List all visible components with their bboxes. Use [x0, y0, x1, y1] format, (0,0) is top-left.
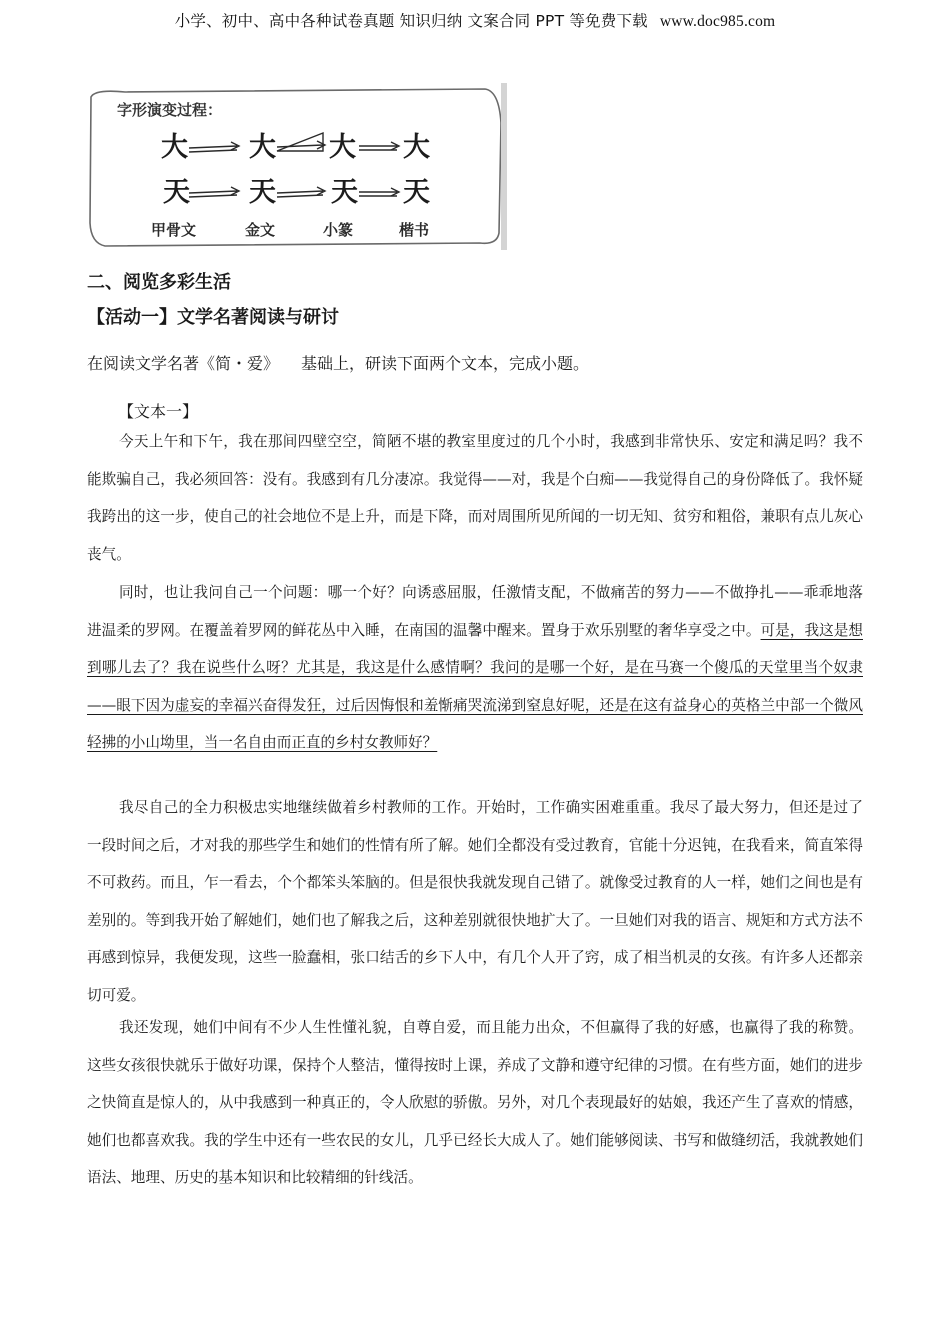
label-bronze: 金文 [245, 221, 276, 239]
paragraph-2-plain: 同时，也让我问自己一个问题：哪一个好？向诱惑屈服，任激情支配，不做痛苦的努力——不做挣扎——乖乖地落进温柔的罗网。在覆盖着罗网的鲜花丛中入睡，在南国的温馨中醒来。置身于欢乐别墅的奢华享受之中。 [87, 584, 863, 639]
glyph-row1-seal: 大 [329, 132, 356, 163]
activity-title: 【活动一】文学名著阅读与研讨 [87, 307, 339, 328]
header-text: 小学、初中、高中各种试卷真题 知识归纳 文案合同 PPT 等免费下载 [174, 12, 648, 30]
figure-title: 字形演变过程： [117, 101, 223, 119]
glyph-row2-regular: 天 [403, 177, 430, 208]
glyph-row1-bronze: 大 [249, 132, 276, 163]
section-title: 二、阅览多彩生活 [87, 272, 231, 293]
label-small-seal: 小篆 [323, 221, 354, 239]
paragraph-1: 今天上午和下午，我在那间四壁空空，简陋不堪的教室里度过的几个小时，我感到非常快乐、安定和满足吗？我不能欺骗自己，我必须回答：没有。我感到有几分凄凉。我觉得——对，我是个白痴——我觉得自己的身份降低了。我怀疑我跨出的这一步，使自己的社会地位不是上升，而是下降，而对周围所见所闻的一切无知、贫穷和粗俗，兼职有点儿灰心丧气。 [87, 433, 863, 563]
page-header [0, 9, 950, 31]
character-evolution-figure [85, 83, 507, 250]
paragraph-3: 我尽自己的全力积极忠实地继续做着乡村教师的工作。开始时，工作确实困难重重。我尽了最大努力，但还是过了一段时间之后，才对我的那些学生和她们的性情有所了解。她们全都没有受过教育，官能十分迟钝，在我看来，简直笨得不可救药。而且，乍一看去，个个都笨头笨脑的。但是很快我就发现自己错了。就像受过教育的人一样，她们之间也是有差别的。等到我开始了解她们，她们也了解我之后，这种差别就很快地扩大了。一旦她们对我的语言、规矩和方式方法不再感到惊异，我便发现，这些一脸蠢相，张口结舌的乡下人中，有几个人开了窍，成了相当机灵的女孩。有许多人还都亲切可爱。 [87, 799, 863, 1004]
glyph-row1-regular: 大 [403, 132, 430, 163]
character-evolution-image [85, 83, 507, 250]
intro-part2: 基础上，研读下面两个文本，完成小题。 [301, 354, 590, 373]
label-oracle-bone: 甲骨文 [151, 221, 197, 239]
glyph-row2-bronze: 天 [249, 177, 276, 208]
glyph-row1-oracle: 大 [161, 132, 188, 163]
text-one-label: 【文本一】 [118, 402, 199, 421]
paragraph-2-underlined: 可是，我这是想到哪儿去了？我在说些什么呀？尤其是，我这是什么感情啊？我问的是哪一个好，是在马赛一个傻瓜的天堂里当个奴隶——眼下因为虚妄的幸福兴奋得发狂，过后因悔恨和羞惭痛哭流涕到窒息好呢，还是在这有益身心的英格兰中部一个微风轻拂的小山坳里，当一名自由而正直的乡村女教师好？ [87, 621, 863, 752]
intro-line [87, 351, 589, 374]
glyph-row2-seal: 天 [331, 177, 358, 208]
header-url[interactable]: www.doc985.com [659, 13, 776, 30]
label-regular-script: 楷书 [399, 221, 430, 239]
paragraph-4: 我还发现，她们中间有不少人生性懂礼貌，自尊自爱，而且能力出众，不但赢得了我的好感，也赢得了我的称赞。这些女孩很快就乐于做好功课，保持个人整洁，懂得按时上课，养成了文静和遵守纪律的习惯。在有些方面，她们的进步之快简直是惊人的，从中我感到一种真正的，令人欣慰的骄傲。另外，对几个表现最好的姑娘，我还产生了喜欢的情感，她们也都喜欢我。我的学生中还有一些农民的女儿，几乎已经长大成人了。她们能够阅读、书写和做缝纫活，我就教她们语法、地理、历史的基本知识和比较精细的针线活。 [87, 1019, 863, 1187]
glyph-row2-oracle: 天 [163, 177, 190, 208]
intro-part1: 在阅读文学名著《简・爱》 [87, 354, 280, 373]
paragraph-2 [87, 574, 863, 762]
